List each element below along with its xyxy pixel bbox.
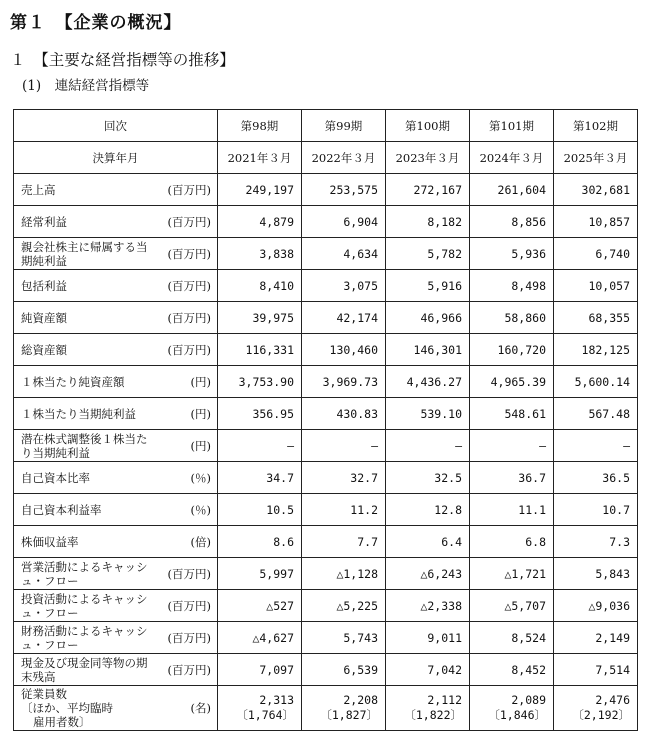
section-title: 第１ 【企業の概況】 [10, 13, 182, 33]
row-unit: (名) [151, 686, 218, 731]
table-cell: 58,860 [470, 302, 554, 334]
table-row [14, 174, 638, 206]
table-cell: 36.7 [470, 462, 554, 494]
subsubsection-title: (1) 連結経営指標等 [22, 78, 150, 94]
table-cell: 4,436.27 [386, 366, 470, 398]
table-row [14, 430, 638, 462]
row-unit: (百万円) [151, 558, 218, 590]
table-cell: 68,355 [554, 302, 638, 334]
row-label-employees [14, 686, 151, 731]
table-cell: 430.83 [302, 398, 386, 430]
employees-value: 2,208 [343, 693, 378, 707]
employees-label-line2: 〔ほか、平均臨時 [21, 701, 113, 715]
table-cell: 5,743 [302, 622, 386, 654]
table-cell: 10,057 [554, 270, 638, 302]
table-cell: 12.8 [386, 494, 470, 526]
employees-temp-value: 〔1,764〕 [236, 708, 294, 722]
table-cell: △1,721 [470, 558, 554, 590]
table-cell: △5,707 [470, 590, 554, 622]
employees-value: 2,476 [595, 693, 630, 707]
table-cell: 10,857 [554, 206, 638, 238]
table-cell: 32.5 [386, 462, 470, 494]
employees-value: 2,112 [427, 693, 462, 707]
table-row [14, 398, 638, 430]
table-cell: 46,966 [386, 302, 470, 334]
table-cell: 567.48 [554, 398, 638, 430]
row-unit: (百万円) [151, 206, 218, 238]
row-unit: (円) [151, 430, 218, 462]
table-row [14, 270, 638, 302]
row-label: 財務活動によるキャッシュ・フロー [14, 622, 151, 654]
table-cell: 7.3 [554, 526, 638, 558]
table-cell: 4,879 [218, 206, 302, 238]
table-cell: △5,225 [302, 590, 386, 622]
employees-label-line1: 従業員数 [21, 687, 67, 701]
employees-temp-value: 〔1,822〕 [404, 708, 462, 722]
table-cell: 5,782 [386, 238, 470, 270]
table-cell: 34.7 [218, 462, 302, 494]
table-cell: 3,753.90 [218, 366, 302, 398]
period-name: 第100期 [386, 110, 470, 142]
table-cell: 11.1 [470, 494, 554, 526]
table-cell: 9,011 [386, 622, 470, 654]
financial-indicators-table [13, 109, 638, 731]
table-cell: 7,042 [386, 654, 470, 686]
row-label: 自己資本利益率 [14, 494, 151, 526]
table-cell: ― [554, 430, 638, 462]
table-cell: 6,740 [554, 238, 638, 270]
row-unit: (円) [151, 366, 218, 398]
table-cell: 6,904 [302, 206, 386, 238]
period-name: 第102期 [554, 110, 638, 142]
table-cell: 5,916 [386, 270, 470, 302]
table-row [14, 334, 638, 366]
header-row-period [14, 110, 638, 142]
employees-temp-value: 〔2,192〕 [572, 708, 630, 722]
table-cell: 8.6 [218, 526, 302, 558]
table-cell: 182,125 [554, 334, 638, 366]
employees-temp-value: 〔1,827〕 [320, 708, 378, 722]
row-unit: (円) [151, 398, 218, 430]
table-cell: △1,128 [302, 558, 386, 590]
table-row [14, 366, 638, 398]
table-cell: 4,965.39 [470, 366, 554, 398]
row-unit: (倍) [151, 526, 218, 558]
table-row [14, 526, 638, 558]
table-cell: 2,149 [554, 622, 638, 654]
table-cell: 36.5 [554, 462, 638, 494]
table-cell: 261,604 [470, 174, 554, 206]
table-cell: 6.8 [470, 526, 554, 558]
subsection-title: １ 【主要な経営指標等の推移】 [10, 51, 235, 69]
period-name: 第99期 [302, 110, 386, 142]
table-row [14, 558, 638, 590]
table-cell: △4,627 [218, 622, 302, 654]
row-label: 売上高 [14, 174, 151, 206]
table-row [14, 622, 638, 654]
table-cell: 5,936 [470, 238, 554, 270]
table-cell: 8,182 [386, 206, 470, 238]
row-unit: (百万円) [151, 174, 218, 206]
table-cell: 548.61 [470, 398, 554, 430]
table-cell: 42,174 [302, 302, 386, 334]
table-row-employees [14, 686, 638, 731]
table-cell: 6.4 [386, 526, 470, 558]
table-row [14, 206, 638, 238]
row-label: 株価収益率 [14, 526, 151, 558]
table-cell: 130,460 [302, 334, 386, 366]
table-cell: 356.95 [218, 398, 302, 430]
table-cell: ― [470, 430, 554, 462]
table-cell: 11.2 [302, 494, 386, 526]
row-label: 包括利益 [14, 270, 151, 302]
row-label: １株当たり純資産額 [14, 366, 151, 398]
table-row [14, 654, 638, 686]
table-row [14, 494, 638, 526]
table-cell: 7,514 [554, 654, 638, 686]
table-cell: 8,498 [470, 270, 554, 302]
table-cell: 5,600.14 [554, 366, 638, 398]
table-cell: 8,524 [470, 622, 554, 654]
employees-value: 2,089 [511, 693, 546, 707]
row-label: 潜在株式調整後１株当たり当期純利益 [14, 430, 151, 462]
period-date: 2021年３月 [218, 142, 302, 174]
period-name: 第98期 [218, 110, 302, 142]
table-cell: 253,575 [302, 174, 386, 206]
table-cell: ― [386, 430, 470, 462]
table-cell: △6,243 [386, 558, 470, 590]
table-cell: △527 [218, 590, 302, 622]
row-unit: (百万円) [151, 334, 218, 366]
table-cell: 160,720 [470, 334, 554, 366]
table-row [14, 238, 638, 270]
header-period-label: 回次 [14, 110, 218, 142]
table-cell: 8,856 [470, 206, 554, 238]
row-label: 現金及び現金同等物の期末残高 [14, 654, 151, 686]
table-cell: 539.10 [386, 398, 470, 430]
row-unit: (％) [151, 494, 218, 526]
header-date-label: 決算年月 [14, 142, 218, 174]
table-row [14, 302, 638, 334]
row-unit: (百万円) [151, 622, 218, 654]
table-cell: 3,075 [302, 270, 386, 302]
table-cell: 3,969.73 [302, 366, 386, 398]
employees-cell [218, 686, 302, 731]
table-cell: 4,634 [302, 238, 386, 270]
row-label: 純資産額 [14, 302, 151, 334]
table-cell: 10.7 [554, 494, 638, 526]
table-cell: 6,539 [302, 654, 386, 686]
row-label: 営業活動によるキャッシュ・フロー [14, 558, 151, 590]
period-name: 第101期 [470, 110, 554, 142]
row-label: １株当たり当期純利益 [14, 398, 151, 430]
employees-value: 2,313 [259, 693, 294, 707]
row-label: 経常利益 [14, 206, 151, 238]
row-unit: (百万円) [151, 270, 218, 302]
period-date: 2023年３月 [386, 142, 470, 174]
row-label: 投資活動によるキャッシュ・フロー [14, 590, 151, 622]
row-label: 総資産額 [14, 334, 151, 366]
table-cell: 3,838 [218, 238, 302, 270]
table-row [14, 590, 638, 622]
table-cell: 302,681 [554, 174, 638, 206]
employees-cell [470, 686, 554, 731]
table-cell: 32.7 [302, 462, 386, 494]
table-cell: ― [302, 430, 386, 462]
row-unit: (％) [151, 462, 218, 494]
table-cell: 7,097 [218, 654, 302, 686]
table-cell: 116,331 [218, 334, 302, 366]
employees-cell [386, 686, 470, 731]
table-cell: 5,997 [218, 558, 302, 590]
table-cell: ― [218, 430, 302, 462]
header-row-date [14, 142, 638, 174]
table-cell: △2,338 [386, 590, 470, 622]
row-unit: (百万円) [151, 302, 218, 334]
row-label: 自己資本比率 [14, 462, 151, 494]
period-date: 2024年３月 [470, 142, 554, 174]
table-cell: 10.5 [218, 494, 302, 526]
employees-cell [554, 686, 638, 731]
table-cell: 8,410 [218, 270, 302, 302]
table-cell: 7.7 [302, 526, 386, 558]
period-date: 2022年３月 [302, 142, 386, 174]
table-cell: △9,036 [554, 590, 638, 622]
table-cell: 39,975 [218, 302, 302, 334]
table-cell: 5,843 [554, 558, 638, 590]
table-cell: 8,452 [470, 654, 554, 686]
table-row [14, 462, 638, 494]
row-unit: (百万円) [151, 590, 218, 622]
employees-temp-value: 〔1,846〕 [488, 708, 546, 722]
employees-label-line3: 雇用者数〕 [33, 715, 91, 729]
row-label: 親会社株主に帰属する当期純利益 [14, 238, 151, 270]
employees-cell [302, 686, 386, 731]
period-date: 2025年３月 [554, 142, 638, 174]
row-unit: (百万円) [151, 238, 218, 270]
table-cell: 272,167 [386, 174, 470, 206]
table-cell: 146,301 [386, 334, 470, 366]
table-cell: 249,197 [218, 174, 302, 206]
row-unit: (百万円) [151, 654, 218, 686]
